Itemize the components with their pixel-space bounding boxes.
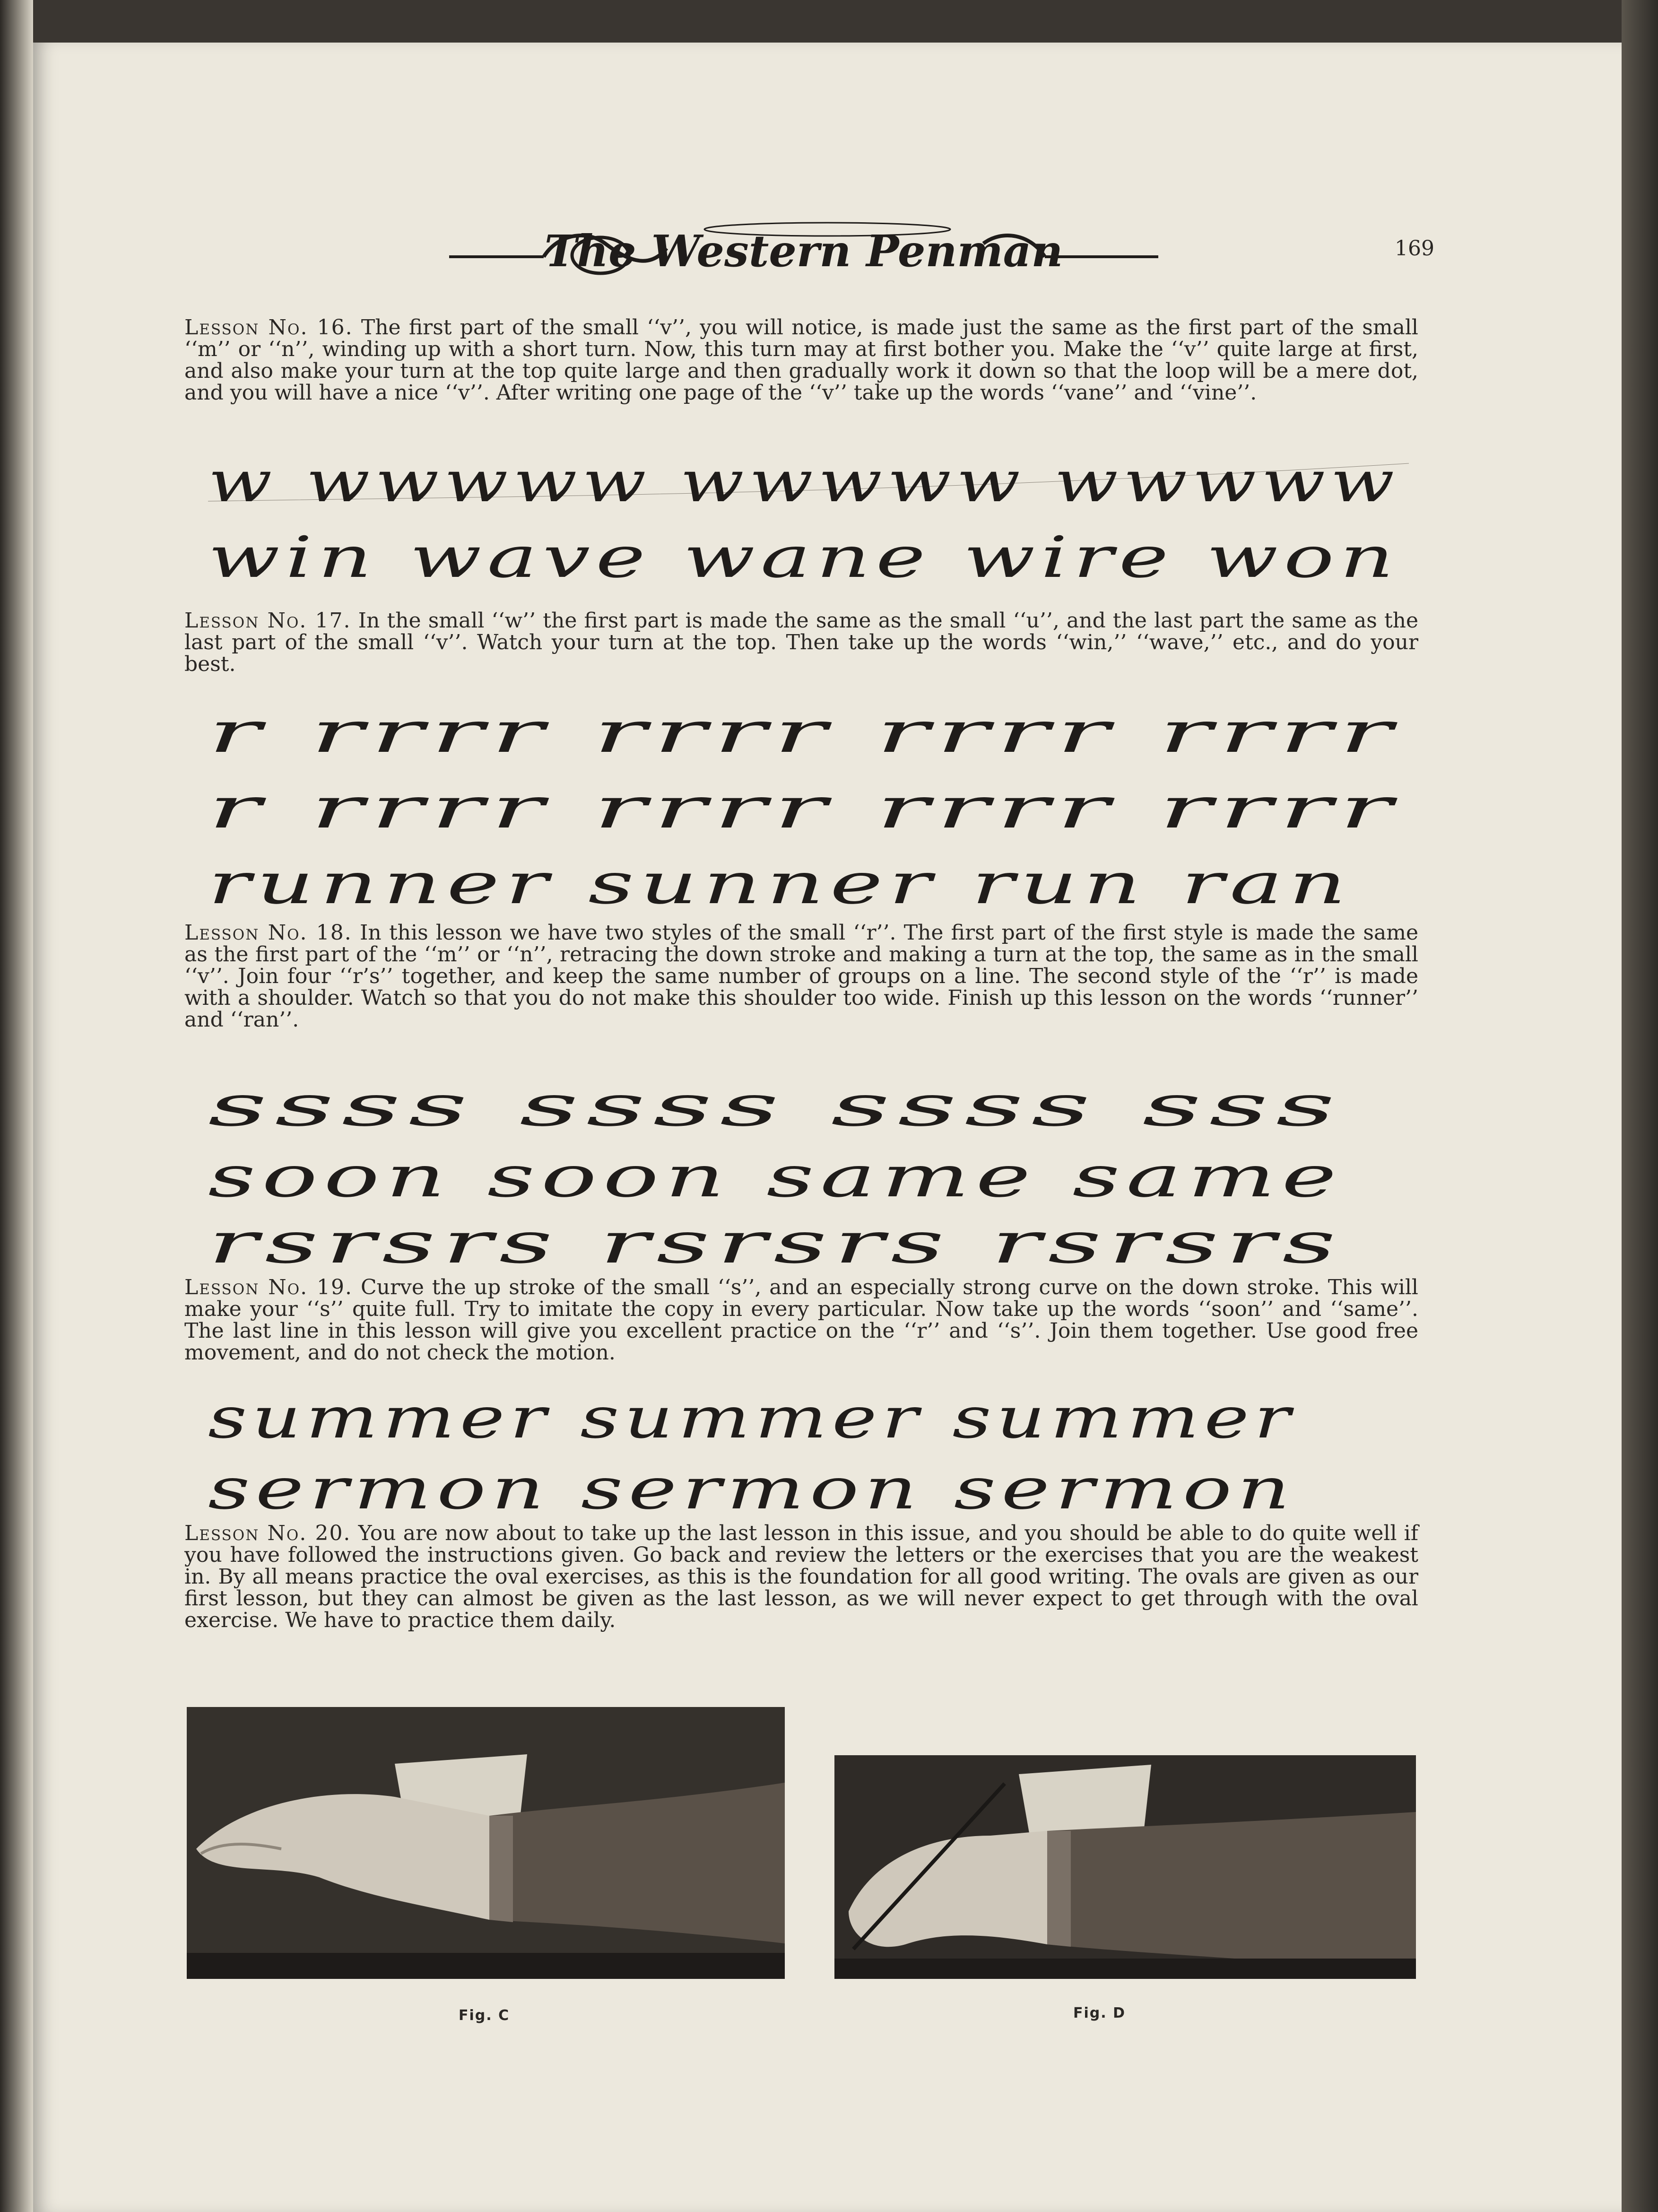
copy-w-row (199, 449, 1418, 515)
copy-r-row-1-text: r rrrr rrrr rrrr rrrr (208, 700, 1399, 766)
figure-c-caption: Fig. C (459, 2007, 510, 2024)
copy-summer-row (199, 1385, 1418, 1452)
lesson-18-label: Lesson No. 18. (184, 921, 352, 945)
copy-r-row-1 (199, 700, 1418, 766)
lesson-18-text: In this lesson we have two styles of the small ‘‘r’’. The first part of the first style is made the same as the first part of the ‘‘m’’ or ‘‘n’’, retracing the down stroke and making a turn at the top, the same as in the small ‘‘v’’. Join four ‘‘r’s’’ together, and keep the same number of groups on a line. The second style of the ‘‘r’’ is made with a shoulder. Watch so that you do not make this shoulder too wide. Finish up this lesson on the words ‘‘runner’’ and ‘‘ran’’. (184, 921, 1418, 1032)
copy-s-words (199, 1144, 1418, 1211)
copy-rs-row-text: rsrsrs rsrsrs rsrsrs (208, 1211, 1343, 1276)
lesson-17-text: In the small ‘‘w’’ the first part is made the same as the small ‘‘u’’, and the last part the same as the last part of the small ‘‘v’’. Watch your turn at the top. Then take up the words ‘‘win,’’ ‘‘wave,’’ etc., and do your best. (184, 609, 1418, 676)
lesson-20-label: Lesson No. 20. (184, 1521, 351, 1545)
copy-r-row-2 (199, 775, 1418, 842)
copy-w-row-text: w wwwww wwwww wwwww (208, 449, 1399, 515)
lesson-17 (184, 610, 1418, 675)
copy-s-row-text: ssss ssss ssss sss (208, 1073, 1343, 1139)
copy-summer-row-text: summer summer summer (208, 1385, 1295, 1451)
page-edge (1622, 0, 1658, 2212)
figure-d-photo (834, 1755, 1416, 1979)
copy-s-row (199, 1073, 1418, 1140)
copy-sermon-row (199, 1456, 1418, 1523)
lesson-16-text: The first part of the small ‘‘v’’, you will notice, is made just the same as the first part of the small ‘‘m’’ or ‘‘n’’, winding up with a short turn. Now, this turn may at first bother you. Make the ‘‘v’’ quite large at first, and also make your turn at the top quite large and then gradually work it down so that the loop will be a mere dot, and you will have a nice ‘‘v’’. After writing one page of the ‘‘v’’ take up the words ‘‘vane’’ and ‘‘vine’’. (184, 315, 1418, 405)
copy-w-words-text: win wave wane wire won (208, 525, 1399, 591)
copy-r-words-text: runner sunner run ran (208, 851, 1352, 917)
logo-text: The Western Penman (544, 226, 1063, 277)
figure-d-caption: Fig. D (1073, 2005, 1126, 2021)
copy-r-words (199, 851, 1418, 917)
page-binding (0, 0, 33, 2212)
lesson-16-label: Lesson No. 16. (184, 315, 353, 340)
copy-w-words (199, 525, 1418, 591)
page-number: 169 (1395, 236, 1434, 261)
copy-r-row-2-text: r rrrr rrrr rrrr rrrr (208, 775, 1399, 841)
lesson-17-label: Lesson No. 17. (184, 609, 351, 633)
copy-rs-row (199, 1211, 1418, 1277)
lesson-19-text: Curve the up stroke of the small ‘‘s’’, and an especially strong curve on the down stroke. This will make your ‘‘s’’ quite full. Try to imitate the copy in every particular. Now take up the words ‘‘soon’’ and ‘‘same’’. The last line in this lesson will give you excellent practice on the ‘‘r’’ and ‘‘s’’. Join them together. Use good free movement, and do not check the motion. (184, 1275, 1418, 1365)
masthead-logo (449, 215, 1158, 281)
lesson-19 (184, 1277, 1418, 1364)
lesson-20-text: You are now about to take up the last lesson in this issue, and you should be able to do quite well if you have followed the instructions given. Go back and review the letters or the exercises that you are the weakest in. By all means practice the oval exercises, as this is the foundation for all good writing. The ovals are given as our first lesson, but they can almost be given as the last lesson, as we will never expect to get through with the oval exercise. We have to practice them daily. (184, 1521, 1418, 1632)
lesson-19-label: Lesson No. 19. (184, 1275, 353, 1299)
lesson-20 (184, 1523, 1418, 1631)
figure-c-photo (187, 1707, 785, 1979)
lesson-18 (184, 922, 1418, 1031)
copy-sermon-row-text: sermon sermon sermon (208, 1456, 1295, 1522)
lesson-16 (184, 317, 1418, 404)
copy-s-words-text: soon soon same same (208, 1144, 1343, 1210)
